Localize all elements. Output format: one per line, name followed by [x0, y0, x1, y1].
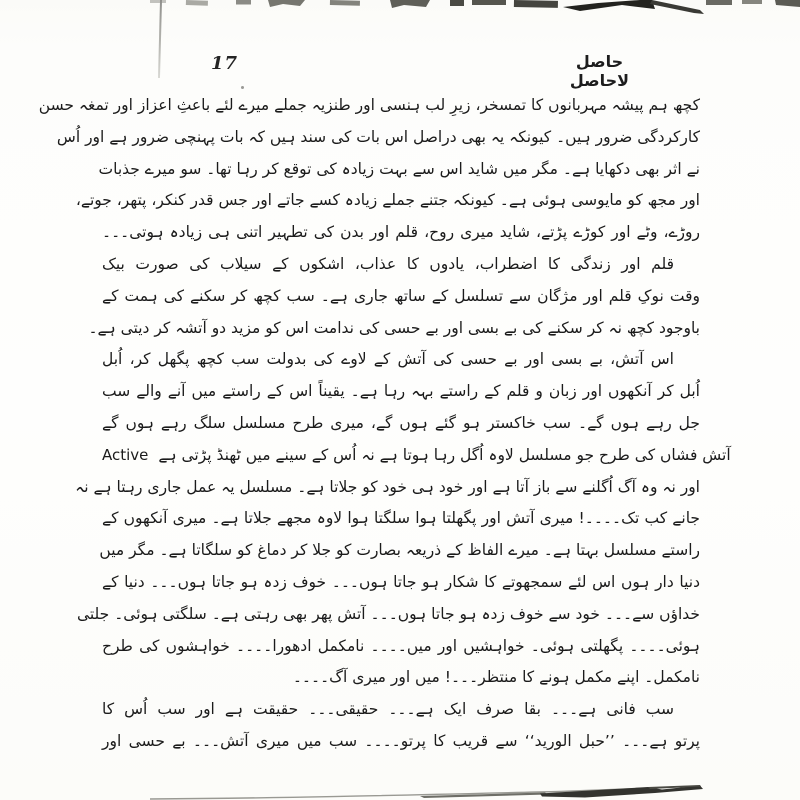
- text-line-paragraph-start: سب فانی ہے۔۔۔ بقا صرف ایک ہے۔۔۔ حقیقی۔۔۔ حقیقت ہے اور سب اُس کا: [102, 700, 674, 719]
- text-line: کارکردگی ضرور ہیں۔ کیونکہ یہ بھی دراصل اس بات کی سند ہیں کہ بات پہنچی ضرور ہے اور اُس: [56, 127, 700, 146]
- text-line-paragraph-start: اس آتش، بے بسی اور بے حسی کی آتش کے لاوے کی بدولت سب کچھ پگھل کر، اُبل: [102, 350, 674, 369]
- text-line: کچھ ہم پیشہ مہربانوں کا تمسخر، زیرِ لب ہنسی اور طنزیہ جملے میرے لئے باعثِ اعزاز اور تمغہ حسن: [38, 96, 700, 114]
- book-title: حاصل لاحاصل: [569, 52, 630, 90]
- text-line: ہوئی۔۔۔۔ پگھلتی ہوئی۔ خواہشیں اور میں۔۔۔۔ نامکمل ادھورا۔۔۔۔ خواہشوں کی طرح: [102, 636, 700, 655]
- body-text: [38, 90, 731, 758]
- text-line-paragraph-start: قلم اور زندگی کا اضطراب، یادوں کا عذاب، اشکوں کے سیلاب کی صورت بیک: [102, 254, 674, 273]
- urdu-text: آتش فشاں کی طرح جو مسلسل لاوہ اُگل رہا ہوتا ہے نہ اُس کے سینے میں ٹھنڈ پڑتی ہے: [158, 445, 731, 464]
- text-line: دنیا دار ہوں اس لئے سمجھوتے کا شکار ہو جاتا ہوں۔۔۔ خوف زدہ ہو جاتا ہوں۔۔۔ دنیا کے: [102, 572, 700, 591]
- english-word: Active: [102, 445, 149, 464]
- text-line: جانے کب تک۔۔۔۔! میری آتش اور پگھلتا ہوا سلگتا ہوا لاوہ مجھے جلاتا ہے۔ میری آنکھوں کے: [102, 509, 700, 528]
- text-line: وقت نوکِ قلم اور مژگان سے تسلسل کے ساتھ جاری ہے۔ سب کچھ کر سکنے کی ہمت کے: [102, 286, 700, 305]
- text-line: جل رہے ہوں گے۔ سب خاکستر ہو گئے ہوں گے، میری طرح مسلسل سلگ رہے ہوں گے: [102, 413, 700, 432]
- text-line: راستے مسلسل بہتا ہے۔ میرے الفاظ کے ذریعہ بصارت کو جلا کر دماغ کو سلگاتا ہے۔ مگر میں: [99, 541, 700, 560]
- text-line-with-english-word: [102, 440, 731, 472]
- text-line-paragraph-end: نامکمل۔ اپنے مکمل ہونے کا منتظر۔۔۔! میں اور میری آگ۔۔۔۔: [292, 668, 700, 687]
- text-line: اور مجھ کو مایوسی ہوئی ہے۔ کیونکہ جتنے جملے زیادہ کسے جاتے اور جس قدر کنکر، پتھر، جوتے،: [75, 191, 700, 210]
- text-line: اور نہ وہ آگ اُگلنے سے باز آتا ہے اور خود ہی خود کو جلاتا ہے۔ مسلسل یہ عمل جاری رہتا ہے نہ: [75, 477, 700, 496]
- text-line: نے اثر بھی دکھایا ہے۔ مگر میں شاید اس سے بہت زیادہ کی توقع کر رہا تھا۔ سو میرے جذبات: [98, 159, 700, 178]
- ink-dot-artifact: [241, 86, 244, 89]
- page-number: 17: [211, 53, 239, 74]
- text-line: پرتو ہے۔۔۔ ’’حبل الورید‘‘ سے قریب کا پرتو۔۔۔۔ سب میں میری آتش۔۔۔ بے حسی اور: [102, 731, 700, 750]
- scan-smudge-top: [0, 0, 800, 20]
- text-line: روڑے، وٹے اور کوڑے پڑتے، شاید میری روح، قلم اور بدن کی تطہیر اتنی ہی زیادہ ہوتی۔۔۔: [102, 223, 700, 242]
- text-line: اُبل کر آنکھوں اور زبان و قلم کے راستے بہہ رہا ہے۔ یقیناً اس کے راستے میں آنے والے سب: [102, 382, 700, 401]
- scan-hairline-artifact: [158, 0, 162, 78]
- text-line-paragraph-end: باوجود کچھ نہ کر سکنے کی بے بسی اور بے حسی کی ندامت اس کو مزید دو آتشہ کر دیتی ہے۔: [88, 318, 700, 337]
- text-line: خداؤں سے۔۔۔ خود سے خوف زدہ ہو جاتا ہوں۔۔۔ آتش پھر بھی رہتی ہے۔ سلگتی ہوئی۔ جلتی: [76, 604, 700, 623]
- scan-page-edge-bottom: [0, 780, 800, 800]
